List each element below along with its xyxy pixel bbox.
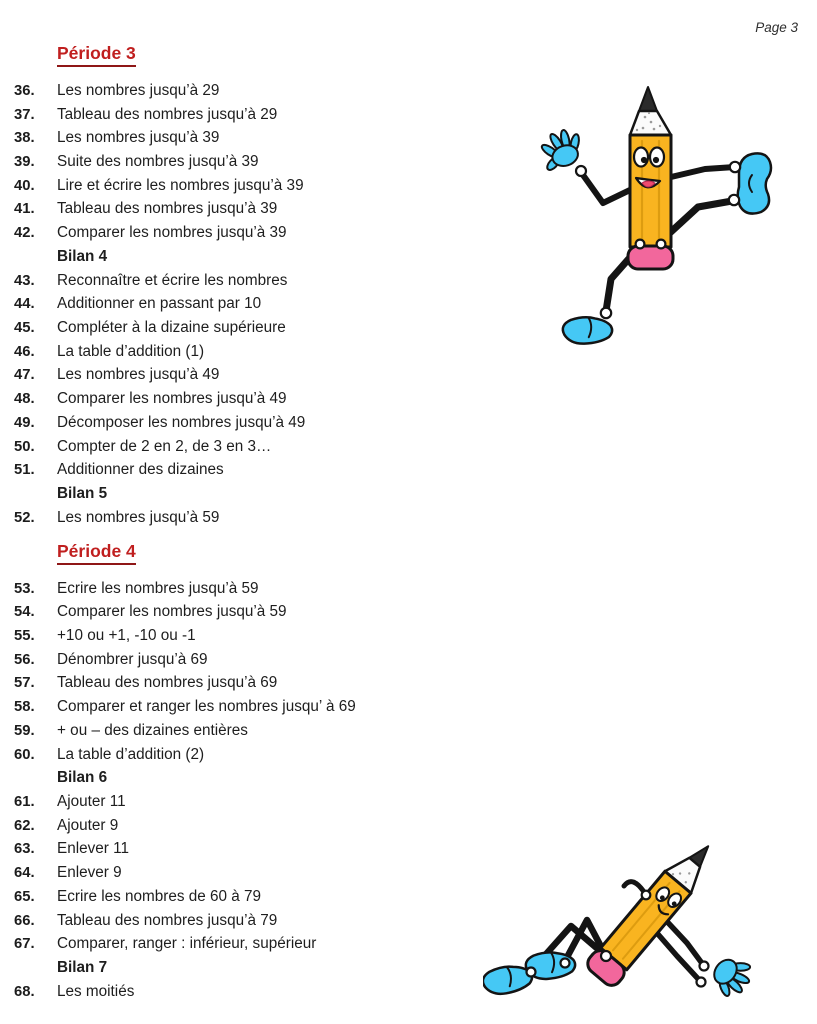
item-label: Compléter à la dizaine supérieure	[57, 319, 286, 337]
page-number: Page 3	[755, 20, 798, 35]
item-label: Bilan 4	[57, 247, 108, 265]
item-number: 56.	[14, 651, 35, 668]
item-number: 49.	[14, 414, 35, 431]
item-label: La table d’addition (2)	[57, 745, 205, 763]
item-label: Ecrire les nombres de 60 à 79	[57, 887, 262, 905]
item-number: 50.	[14, 438, 35, 455]
reclining-pencil-illustration	[483, 838, 813, 1023]
item-label: La table d’addition (1)	[57, 342, 205, 360]
item-number: 68.	[14, 983, 35, 1000]
item-label: Reconnaître et écrire les nombres	[57, 271, 288, 289]
item-label: Enlever 11	[57, 840, 129, 858]
toc-item-row	[0, 221, 520, 245]
section-title-text: Période 4	[57, 541, 136, 565]
item-label: + ou – des dizaines entières	[57, 721, 248, 739]
item-label: +10 ou +1, -10 ou -1	[57, 626, 196, 644]
item-label: Dénombrer jusqu’à 69	[57, 650, 208, 668]
item-label: Comparer les nombres jusqu’à 59	[57, 603, 287, 621]
item-label: Suite des nombres jusqu’à 39	[57, 153, 259, 171]
bilan-row	[0, 245, 520, 269]
item-number: 37.	[14, 106, 35, 123]
item-label: Enlever 9	[57, 864, 122, 882]
toc-item-row	[0, 174, 520, 198]
item-number: 65.	[14, 888, 35, 905]
toc-item-row	[0, 387, 520, 411]
toc-item-row	[0, 459, 520, 483]
item-number: 52.	[14, 509, 35, 526]
item-number: 64.	[14, 865, 35, 882]
toc-item-row	[0, 269, 520, 293]
item-label: Tableau des nombres jusqu’à 79	[57, 911, 278, 929]
toc-item-row	[0, 672, 520, 696]
toc-item-row	[0, 624, 520, 648]
item-number: 63.	[14, 841, 35, 858]
toc-item-row	[0, 506, 520, 530]
toc-item-row	[0, 292, 520, 316]
item-number: 38.	[14, 130, 35, 147]
toc-item-row	[0, 340, 520, 364]
item-label: Bilan 5	[57, 485, 108, 503]
item-number: 57.	[14, 675, 35, 692]
item-label: Les moitiés	[57, 982, 135, 1000]
item-number: 59.	[14, 722, 35, 739]
item-label: Les nombres jusqu’à 39	[57, 129, 220, 147]
bilan-row	[0, 956, 520, 980]
toc-item-row	[0, 885, 520, 909]
toc-item-row	[0, 198, 520, 222]
item-number: 44.	[14, 296, 35, 313]
bilan-row	[0, 766, 520, 790]
toc-item-row	[0, 126, 520, 150]
item-label: Comparer les nombres jusqu’à 49	[57, 390, 287, 408]
item-label: Tableau des nombres jusqu’à 39	[57, 200, 278, 218]
item-label: Additionner en passant par 10	[57, 295, 262, 313]
section-rows	[0, 79, 520, 530]
item-number: 60.	[14, 746, 35, 763]
item-label: Décomposer les nombres jusqu’à 49	[57, 413, 306, 431]
item-number: 54.	[14, 604, 35, 621]
section-rows	[0, 577, 520, 1004]
section-periode-3	[0, 43, 520, 530]
toc-item-row	[0, 600, 520, 624]
item-label: Ajouter 11	[57, 792, 126, 810]
toc-item-row	[0, 364, 520, 388]
item-number: 67.	[14, 936, 35, 953]
item-label: Comparer, ranger : inférieur, supérieur	[57, 935, 317, 953]
item-label: Additionner des dizaines	[57, 461, 224, 479]
item-number: 43.	[14, 272, 35, 289]
item-label: Ecrire les nombres jusqu’à 59	[57, 579, 259, 597]
toc-item-row	[0, 411, 520, 435]
item-number: 45.	[14, 320, 35, 337]
toc-item-row	[0, 743, 520, 767]
item-label: Les nombres jusqu’à 59	[57, 508, 220, 526]
toc-item-row	[0, 435, 520, 459]
item-number: 55.	[14, 627, 35, 644]
toc-item-row	[0, 814, 520, 838]
toc-item-row	[0, 316, 520, 340]
item-label: Les nombres jusqu’à 49	[57, 366, 220, 384]
item-number: 46.	[14, 343, 35, 360]
item-label: Tableau des nombres jusqu’à 69	[57, 674, 278, 692]
item-number: 61.	[14, 793, 35, 810]
item-label: Tableau des nombres jusqu’à 29	[57, 105, 278, 123]
item-label: Lire et écrire les nombres jusqu’à 39	[57, 176, 304, 194]
section-heading	[57, 541, 520, 565]
item-number: 36.	[14, 82, 35, 99]
bilan-row	[0, 482, 520, 506]
section-title-text: Période 3	[57, 43, 136, 67]
item-number: 39.	[14, 154, 35, 171]
item-number: 53.	[14, 580, 35, 597]
item-number: 62.	[14, 817, 35, 834]
dancing-pencil-illustration	[533, 83, 778, 358]
toc-item-row	[0, 719, 520, 743]
item-label: Bilan 7	[57, 959, 108, 977]
toc-item-row	[0, 838, 520, 862]
item-number: 41.	[14, 201, 35, 218]
item-label: Les nombres jusqu’à 29	[57, 81, 220, 99]
item-number: 40.	[14, 177, 35, 194]
item-label: Bilan 6	[57, 769, 108, 787]
toc-item-row	[0, 648, 520, 672]
toc-item-row	[0, 790, 520, 814]
item-label: Comparer et ranger les nombres jusqu’ à 69	[57, 698, 356, 716]
item-number: 42.	[14, 225, 35, 242]
toc-item-row	[0, 932, 520, 956]
toc-item-row	[0, 103, 520, 127]
item-label: Compter de 2 en 2, de 3 en 3…	[57, 437, 272, 455]
toc-item-row	[0, 695, 520, 719]
item-number: 66.	[14, 912, 35, 929]
item-number: 51.	[14, 462, 35, 479]
toc-item-row	[0, 909, 520, 933]
toc-item-row	[0, 577, 520, 601]
toc-item-row	[0, 79, 520, 103]
item-number: 48.	[14, 391, 35, 408]
toc-item-row	[0, 861, 520, 885]
item-label: Comparer les nombres jusqu’à 39	[57, 224, 287, 242]
toc-item-row	[0, 150, 520, 174]
item-label: Ajouter 9	[57, 816, 119, 834]
section-periode-4	[0, 541, 520, 1004]
section-heading	[57, 43, 520, 67]
item-number: 58.	[14, 699, 35, 716]
toc-item-row	[0, 980, 520, 1004]
item-number: 47.	[14, 367, 35, 384]
